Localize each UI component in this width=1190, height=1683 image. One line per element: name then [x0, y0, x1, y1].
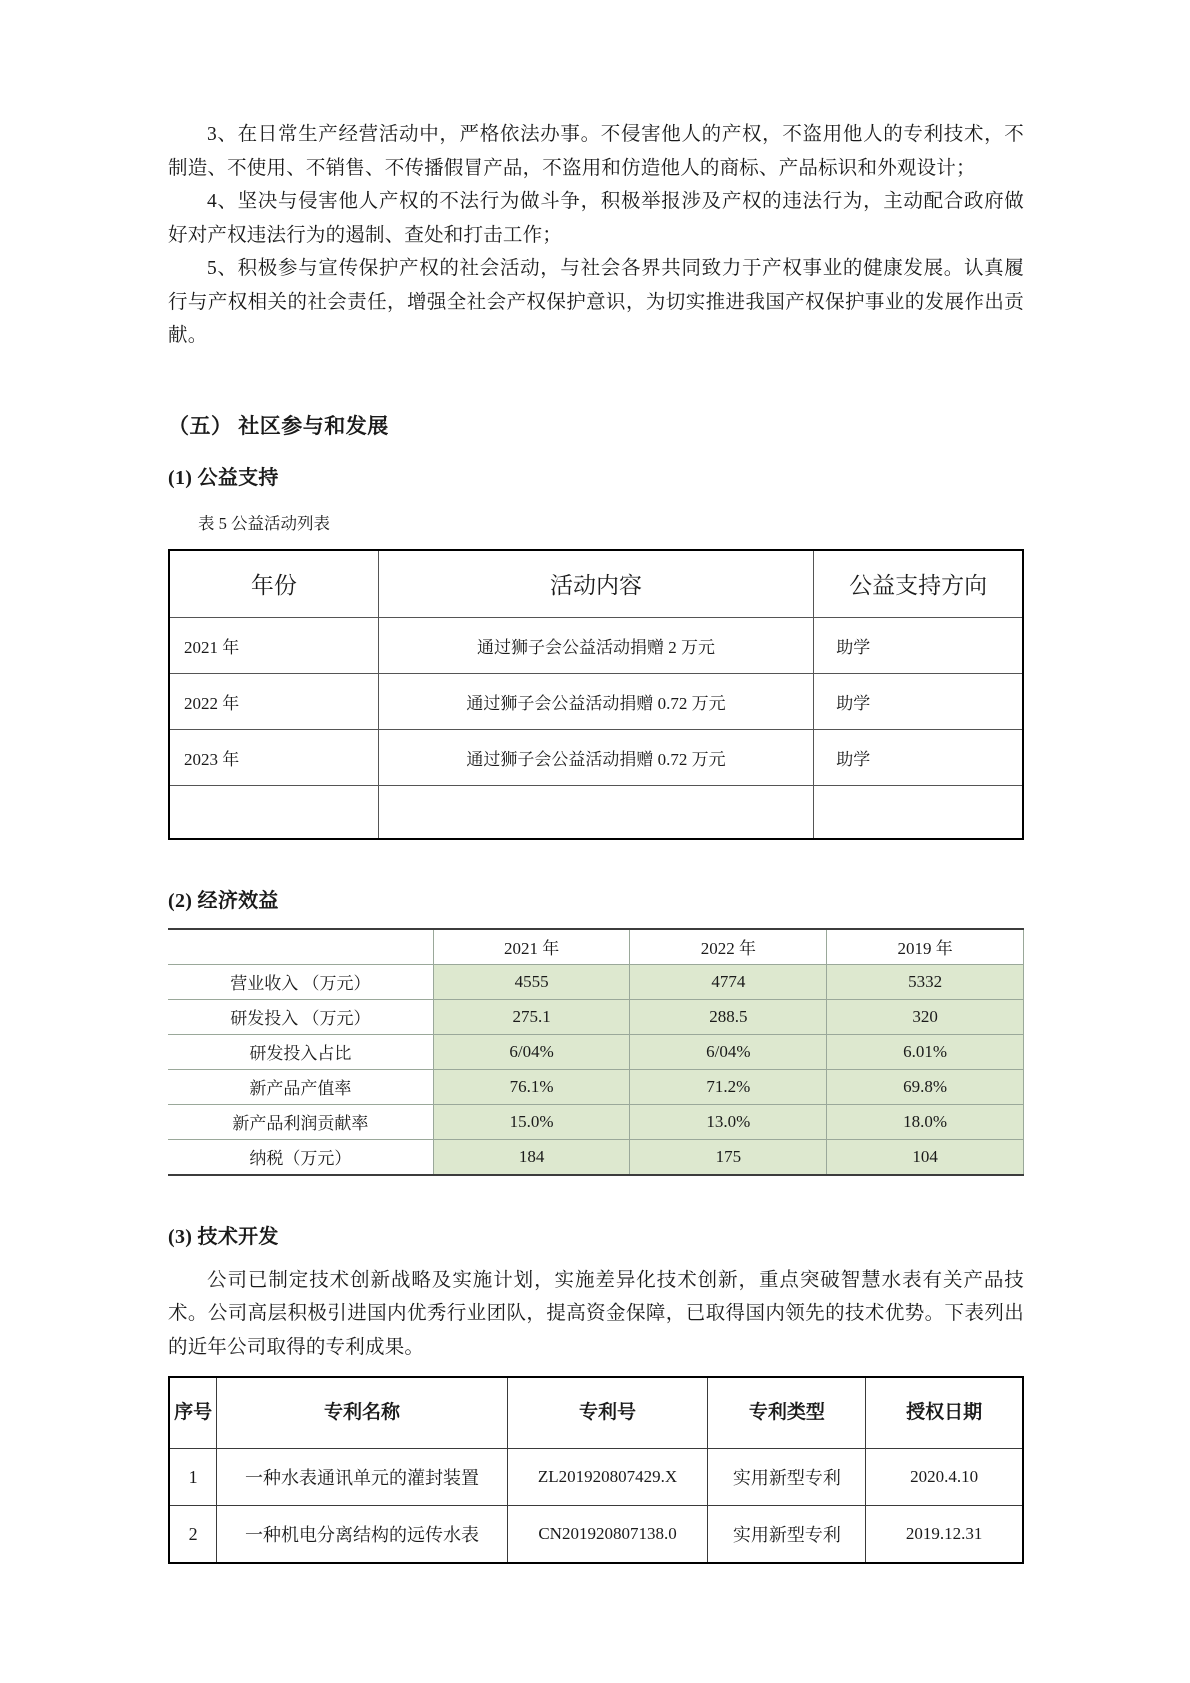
table-row — [168, 1104, 1024, 1139]
table-row — [169, 729, 1023, 785]
table-header-row — [168, 929, 1024, 965]
cell-value: 288.5 — [630, 999, 827, 1034]
row-label: 新产品利润贡献率 — [168, 1104, 433, 1139]
cell-index: 2 — [169, 1506, 217, 1564]
cell-patent-number: CN201920807138.0 — [507, 1506, 708, 1564]
cell-year — [169, 785, 378, 839]
cell-year: 2021 年 — [169, 617, 378, 673]
cell-value: 6/04% — [630, 1034, 827, 1069]
economic-benefit-table — [168, 928, 1024, 1176]
cell-value: 18.0% — [827, 1104, 1024, 1139]
table-row — [168, 1069, 1024, 1104]
cell-value: 275.1 — [433, 999, 630, 1034]
cell-value: 71.2% — [630, 1069, 827, 1104]
page-content — [168, 118, 1024, 1564]
section-heading-community: （五） 社区参与和发展 — [168, 413, 389, 438]
table-row — [168, 964, 1024, 999]
cell-patent-name: 一种机电分离结构的远传水表 — [217, 1506, 507, 1564]
cell-value: 184 — [433, 1139, 630, 1175]
table-header-row — [169, 550, 1023, 618]
column-header-direction: 公益支持方向 — [814, 550, 1023, 618]
cell-year: 2023 年 — [169, 729, 378, 785]
subsection-heading-charity: (1) 公益支持 — [168, 466, 279, 489]
row-label: 研发投入 （万元） — [168, 999, 433, 1034]
cell-value: 13.0% — [630, 1104, 827, 1139]
cell-value: 4774 — [630, 964, 827, 999]
cell-patent-number: ZL201920807429.X — [507, 1449, 708, 1506]
table-header-row — [169, 1377, 1023, 1449]
paragraph-4: 4、坚决与侵害他人产权的不法行为做斗争，积极举报涉及产权的违法行为，主动配合政府做好对产权违法行为的遏制、查处和打击工作； — [168, 191, 1024, 246]
row-label: 营业收入 （万元） — [168, 964, 433, 999]
column-header-patent-name: 专利名称 — [217, 1377, 507, 1449]
cell-direction: 助学 — [814, 617, 1023, 673]
row-label: 研发投入占比 — [168, 1034, 433, 1069]
subsection-heading-economics: (2) 经济效益 — [168, 889, 279, 912]
cell-activity: 通过狮子会公益活动捐赠 0.72 万元 — [378, 673, 814, 729]
column-header-2019: 2019 年 — [827, 929, 1024, 965]
table-caption-charity: 表 5 公益活动列表 — [198, 513, 330, 533]
table-row — [169, 1449, 1023, 1506]
cell-grant-date: 2020.4.10 — [866, 1449, 1023, 1506]
cell-year: 2022 年 — [169, 673, 378, 729]
cell-value: 320 — [827, 999, 1024, 1034]
paragraph-3: 3、在日常生产经营活动中，严格依法办事。不侵害他人的产权，不盗用他人的专利技术，不制造、不使用、不销售、不传播假冒产品，不盗用和仿造他人的商标、产品标识和外观设计； — [168, 124, 1024, 179]
cell-direction: 助学 — [814, 673, 1023, 729]
cell-value: 6/04% — [433, 1034, 630, 1069]
column-header-year: 年份 — [169, 550, 378, 618]
cell-value: 175 — [630, 1139, 827, 1175]
cell-value: 69.8% — [827, 1069, 1024, 1104]
column-header-activity: 活动内容 — [378, 550, 814, 618]
cell-activity: 通过狮子会公益活动捐赠 0.72 万元 — [378, 729, 814, 785]
cell-patent-type: 实用新型专利 — [708, 1506, 866, 1564]
patent-table — [168, 1376, 1024, 1564]
cell-value: 15.0% — [433, 1104, 630, 1139]
cell-index: 1 — [169, 1449, 217, 1506]
cell-patent-type: 实用新型专利 — [708, 1449, 866, 1506]
cell-grant-date: 2019.12.31 — [866, 1506, 1023, 1564]
cell-value: 104 — [827, 1139, 1024, 1175]
table-row — [168, 999, 1024, 1034]
paragraph-tech-development: 公司已制定技术创新战略及实施计划，实施差异化技术创新，重点突破智慧水表有关产品技术。公司高层积极引进国内优秀行业团队，提高资金保障，已取得国内领先的技术优势。下表列出的近年公司取得的专利成果。 — [168, 1269, 1024, 1358]
row-label: 纳税（万元） — [168, 1139, 433, 1175]
cell-activity — [378, 785, 814, 839]
row-label: 新产品产值率 — [168, 1069, 433, 1104]
column-header-blank — [168, 929, 433, 965]
cell-value: 76.1% — [433, 1069, 630, 1104]
column-header-patent-number: 专利号 — [507, 1377, 708, 1449]
table-row — [169, 1506, 1023, 1564]
column-header-2021: 2021 年 — [433, 929, 630, 965]
cell-patent-name: 一种水表通讯单元的灌封装置 — [217, 1449, 507, 1506]
column-header-2022: 2022 年 — [630, 929, 827, 965]
column-header-index: 序号 — [169, 1377, 217, 1449]
cell-value: 6.01% — [827, 1034, 1024, 1069]
table-row — [169, 617, 1023, 673]
cell-direction — [814, 785, 1023, 839]
subsection-heading-tech: (3) 技术开发 — [168, 1225, 279, 1248]
table-row — [169, 673, 1023, 729]
cell-value: 4555 — [433, 964, 630, 999]
paragraph-5: 5、积极参与宣传保护产权的社会活动，与社会各界共同致力于产权事业的健康发展。认真履行与产权相关的社会责任，增强全社会产权保护意识，为切实推进我国产权保护事业的发展作出贡献。 — [168, 258, 1024, 346]
column-header-grant-date: 授权日期 — [866, 1377, 1023, 1449]
column-header-patent-type: 专利类型 — [708, 1377, 866, 1449]
cell-direction: 助学 — [814, 729, 1023, 785]
table-row — [168, 1034, 1024, 1069]
cell-activity: 通过狮子会公益活动捐赠 2 万元 — [378, 617, 814, 673]
table-row — [168, 1139, 1024, 1175]
charity-activity-table — [168, 549, 1024, 840]
table-row-empty — [169, 785, 1023, 839]
cell-value: 5332 — [827, 964, 1024, 999]
